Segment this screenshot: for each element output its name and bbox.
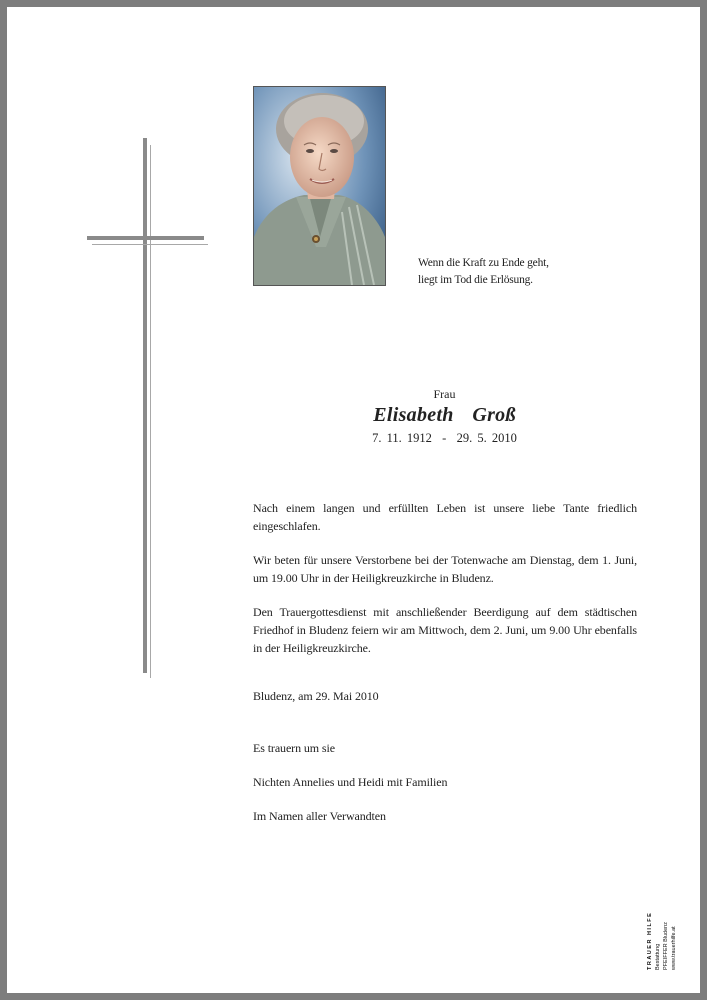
quote-line-1: Wenn die Kraft zu Ende geht, — [418, 257, 549, 269]
funeral-home-logo — [646, 870, 680, 970]
memorial-quote — [418, 255, 618, 289]
paragraph-passing: Nach einem langen und erfüllten Leben ist unsere liebe Tante friedlich eingeschlafen. — [253, 501, 637, 533]
deceased-name: Elisabeth Groß — [373, 404, 516, 426]
mourners-intro: Es trauern um sie — [253, 741, 335, 755]
cross-horizontal-bar — [87, 236, 204, 240]
quote-line-2: liegt im Tod die Erlösung. — [418, 274, 533, 286]
salutation: Frau — [433, 387, 456, 401]
logo-brand: TRAUER HILFE — [647, 911, 653, 970]
cross-horizontal-shadow — [92, 244, 208, 245]
logo-line-4: www.trauerhilfe.at — [671, 926, 677, 970]
life-dates: 7. 11. 1912 - 29. 5. 2010 — [372, 431, 517, 445]
mourners-line-1: Nichten Annelies und Heidi mit Familien — [253, 775, 448, 789]
paragraph-funeral: Den Trauergottesdienst mit anschließender Beerdigung auf dem städtischen Friedhof in Bludenz feiern wir am Mittwoch, dem 2. Juni, um 9.00 Uhr ebenfalls in der Heiligkreuzkirche. — [253, 605, 637, 655]
mourners-line-2: Im Namen aller Verwandten — [253, 809, 386, 823]
portrait-photo — [253, 86, 386, 286]
place-and-date: Bludenz, am 29. Mai 2010 — [253, 689, 379, 703]
logo-text-block — [646, 870, 680, 970]
paragraph-wake: Wir beten für unsere Verstorbene bei der Totenwache am Dienstag, dem 1. Juni, um 19.00 Uhr in der Heiligkreuzkirche in Bludenz. — [253, 553, 637, 585]
logo-line-3: PFEIFFER Bludenz — [663, 922, 669, 970]
logo-line-2: Bestattung — [655, 943, 661, 970]
